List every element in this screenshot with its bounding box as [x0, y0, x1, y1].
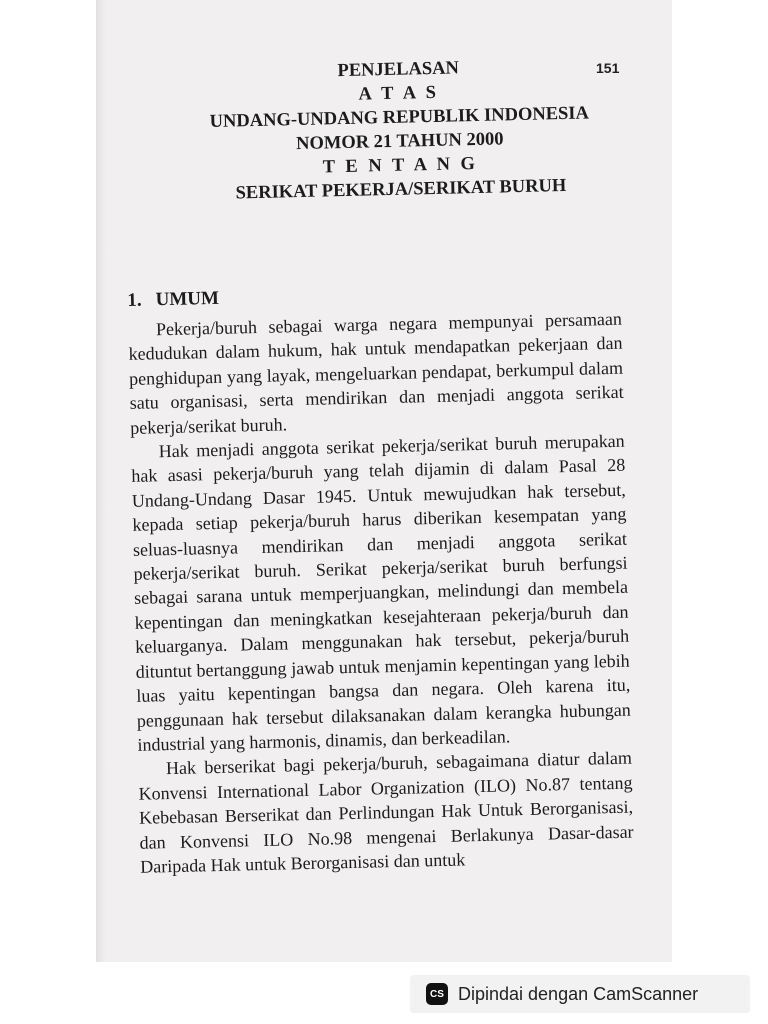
section-heading	[127, 279, 627, 312]
title-line-tentang: T E N T A N G	[322, 153, 479, 178]
document-title	[148, 52, 651, 207]
title-line-penjelasan: PENJELASAN	[337, 58, 460, 82]
document-page	[96, 0, 672, 962]
camscanner-label: Dipindai dengan CamScanner	[458, 983, 699, 1004]
paragraph: Hak berserikat bagi pekerja/buruh, sebagaimana diatur dalam Konvensi International Labor Organization (ILO) No.87 tentang Kebebasan Berserikat dan Perlindungan Hak Untuk Berorganisasi, dan Konvensi ILO No.98 mengenai Berlakunya Dasar-dasar Daripada Hak untuk Berorganisasi dan untuk	[138, 747, 634, 877]
section-number: 1.	[127, 289, 142, 311]
section-title: UMUM	[155, 287, 220, 311]
title-line-law-name: UNDANG-UNDANG REPUBLIK INDONESIA	[209, 103, 590, 133]
page-number: 151	[596, 60, 620, 76]
page-content	[122, 53, 640, 879]
title-line-atas: A T A S	[358, 82, 440, 105]
title-line-subject: SERIKAT PEKERJA/SERIKAT BURUH	[235, 175, 567, 204]
camscanner-watermark	[410, 975, 750, 1013]
paragraph: Hak menjadi anggota serikat pekerja/serikat buruh merupakan hak asasi pekerja/buruh yang telah dijamin di dalam Pasal 28 Undang-Undang Dasar 1945. Untuk mewujudkan hak tersebut, kepada setiap pekerja/buruh harus diberikan kesempatan yang seluas-luasnya mendirikan dan menjadi anggota serikat pekerja/serikat buruh. Serikat pekerja/serikat buruh berfungsi sebagai sarana untuk memperjuangkan, melindungi dan membela kepentingan dan meningkatkan kesejahteraan pekerja/buruh dan keluarganya. Dalam menggunakan hak tersebut, pekerja/buruh dituntut bertanggung jawab untuk menjamin kepentingan yang lebih luas yaitu kepentingan bangsa dan negara. Oleh karena itu, penggunaan hak tersebut dilaksanakan dalam kerangka hubungan industrial yang harmonis, dinamis, dan berkeadilan.	[131, 430, 631, 755]
camscanner-logo-icon: CS	[426, 983, 448, 1005]
paragraph: Pekerja/buruh sebagai warga negara mempunyai persamaan kedudukan dalam hukum, hak untuk mendapatkan pekerjaan dan penghidupan yang layak, mengeluarkan pendapat, berkumpul dalam satu organisasi, serta mendirikan dan menjadi anggota serikat pekerja/serikat buruh.	[128, 308, 624, 438]
page-binding-edge	[96, 0, 106, 962]
title-line-law-number: NOMOR 21 TAHUN 2000	[295, 129, 504, 155]
body-text	[128, 307, 635, 879]
